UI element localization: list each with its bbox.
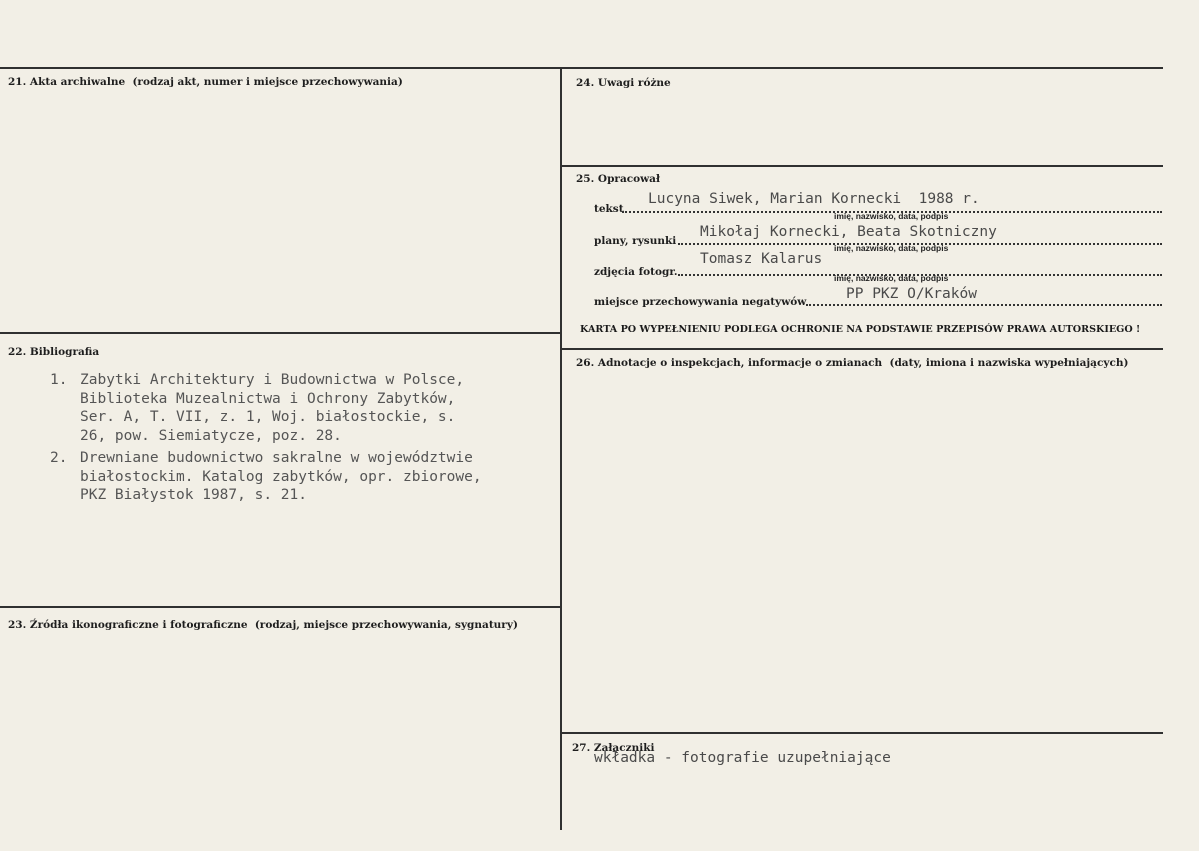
bibliography-item-1-line-1: Zabytki Architektury i Budownictwa w Polsce, <box>80 372 465 388</box>
rule-21-22 <box>0 332 560 334</box>
rule-22-23 <box>0 606 560 608</box>
rule-25-26 <box>562 348 1163 350</box>
section-22-title: 22. Bibliografia <box>8 346 100 358</box>
plany-label: plany, rysunki <box>594 235 677 247</box>
bibliography-item-1-line-4: 26, pow. Siemiatycze, poz. 28. <box>80 427 342 444</box>
bibliography-item-1-line-3: Ser. A, T. VII, z. 1, Woj. białostockie, s. <box>80 409 456 425</box>
section-23-note: (rodzaj, miejsce przechowywania, sygnatury) <box>254 619 518 631</box>
zdjecia-label: zdjęcia fotogr. <box>594 266 678 278</box>
tekst-value: Lucyna Siwek, Marian Kornecki 1988 r. <box>648 191 980 207</box>
plany-caption: imię, nazwisko, data, podpis <box>834 243 949 253</box>
bibliography-item-2-number: 2. <box>50 450 68 466</box>
miejsce-line <box>806 304 1162 306</box>
rule-26-27 <box>562 732 1163 734</box>
bibliography-item-1-number: 1. <box>50 372 68 388</box>
section-25-title: 25. Opracował <box>576 173 661 185</box>
section-23-heading <box>8 619 518 631</box>
section-21-title: 21. Akta archiwalne <box>8 76 126 88</box>
section-27-title: 27. Załączniki <box>572 742 655 754</box>
section-26-note: (daty, imiona i nazwiska wypełniających) <box>889 357 1129 369</box>
miejsce-label: miejsce przechowywania negatywów <box>594 296 807 308</box>
bibliography-item-2-line-1: Drewniane budownictwo sakralne w województwie <box>80 450 473 466</box>
top-rule <box>0 67 1163 69</box>
section-21-heading <box>8 76 403 88</box>
section-27-value: wkładka - fotografie uzupełniające <box>594 750 891 766</box>
rule-24-25 <box>562 165 1163 167</box>
center-divider <box>560 67 562 830</box>
tekst-label: tekst <box>594 203 624 215</box>
zdjecia-value: Tomasz Kalarus <box>700 251 823 267</box>
bibliography-item-1-line-2: Biblioteka Muzealnictwa i Ochrony Zabytków, <box>80 390 456 407</box>
bibliography-item-1 <box>50 371 464 445</box>
copyright-notice: KARTA PO WYPEŁNIENIU PODLEGA OCHRONIE NA PODSTAWIE PRZEPISÓW PRAWA AUTORSKIEGO ! <box>580 324 1141 335</box>
plany-value: Mikołaj Kornecki, Beata Skotniczny <box>700 224 997 240</box>
tekst-caption: imię, nazwisko, data, podpis <box>834 211 949 221</box>
section-26-heading <box>576 357 1128 369</box>
section-23-title: 23. Źródła ikonograficzne i fotograficzne <box>8 619 248 631</box>
bibliography-item-2 <box>50 449 482 505</box>
bibliography-item-2-line-3: PKZ Białystok 1987, s. 21. <box>80 487 307 503</box>
bibliography-item-2-line-2: białostockim. Katalog zabytków, opr. zbiorowe, <box>80 468 482 485</box>
zdjecia-caption: imię, nazwisko, data, podpis <box>834 273 949 283</box>
section-21-note: (rodzaj akt, numer i miejsce przechowywania) <box>132 76 403 88</box>
section-26-title: 26. Adnotacje o inspekcjach, informacje o zmianach <box>576 357 883 369</box>
section-24-title: 24. Uwagi różne <box>576 77 671 89</box>
miejsce-value: PP PKZ O/Kraków <box>846 286 977 302</box>
